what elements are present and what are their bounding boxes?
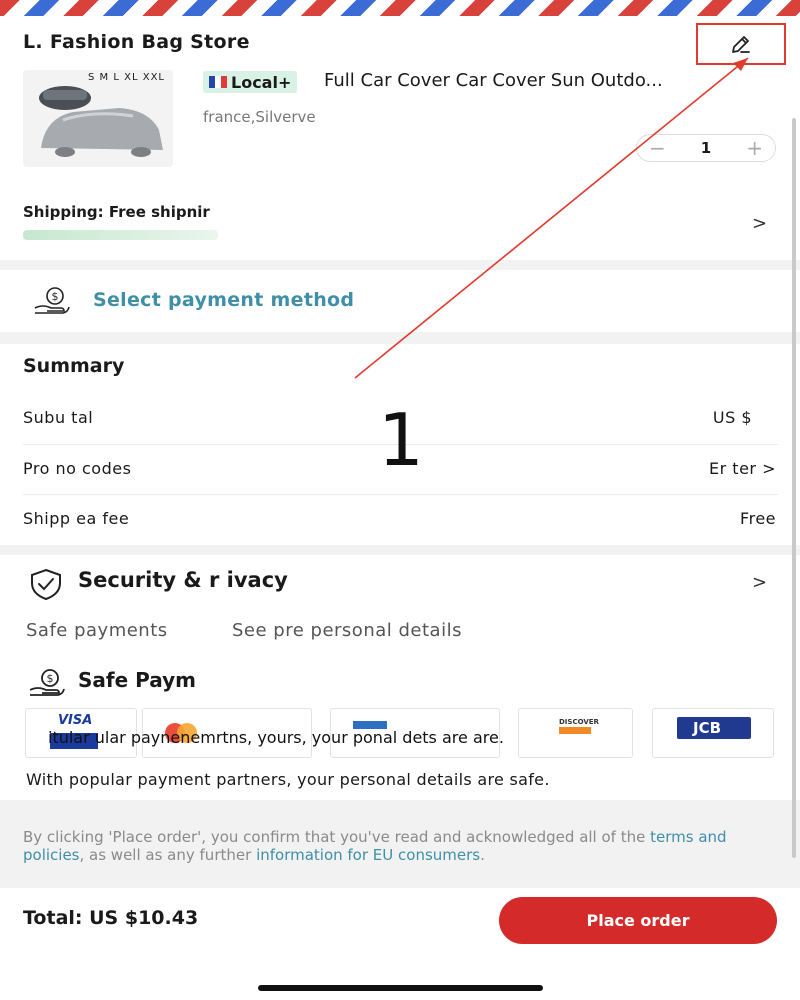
security-chevron-icon[interactable]: > — [752, 572, 768, 593]
home-indicator — [258, 985, 543, 991]
shipping-label[interactable]: Shipping: Free shipnir — [23, 203, 210, 221]
overlapping-partners-text: itular ular paynenemrtns, yours, your ponal dets are are. — [48, 728, 504, 747]
product-title[interactable]: Full Car Cover Car Cover Sun Outdo... — [324, 70, 663, 91]
eu-consumers-link[interactable]: information for EU consumers — [256, 846, 481, 864]
legal-suffix: . — [480, 846, 485, 864]
payment-partners-text: With popular payment partners, your personal details are safe. — [26, 770, 550, 789]
shipping-chevron-icon[interactable]: > — [752, 213, 768, 234]
jcb-label: JCB — [693, 719, 722, 737]
safe-payments-title: Safe Paym — [78, 668, 197, 692]
subtotal-label: Subu tal — [23, 408, 94, 427]
place-order-button[interactable]: Place order — [499, 897, 777, 944]
discover-stripe — [559, 727, 591, 734]
svg-text:$: $ — [51, 290, 59, 303]
terms-and-policies-link[interactable]: terms and policies — [23, 828, 727, 864]
product-variant[interactable]: france,Silverve — [203, 108, 316, 126]
select-payment-method-link[interactable]: Select payment method — [93, 289, 355, 311]
visa-label: VISA — [58, 713, 93, 728]
annotation-number: 1 — [378, 398, 424, 482]
decrease-quantity-button[interactable]: − — [649, 136, 666, 160]
order-total: Total: US $10.43 — [23, 907, 199, 929]
jcb-card-logo — [652, 708, 774, 758]
personal-details-text: See pre personal details — [232, 620, 462, 641]
badge-label: Local+ — [231, 72, 292, 92]
quantity-value: 1 — [700, 139, 712, 157]
promo-codes-enter[interactable]: Er ter > — [709, 459, 776, 478]
safe-payments-text: Safe payments — [26, 620, 168, 641]
store-name[interactable]: L. Fashion Bag Store — [23, 31, 250, 53]
summary-heading: Summary — [23, 355, 125, 377]
security-privacy-title[interactable]: Security & r ivacy — [78, 568, 288, 592]
promo-codes-label[interactable]: Pro no codes — [23, 459, 132, 478]
scrollbar[interactable] — [792, 118, 796, 858]
subtotal-value: US $ — [712, 408, 752, 427]
shipping-fee-label: Shipp ea fee — [23, 509, 130, 528]
size-labels: S M L XL XXL — [88, 72, 165, 83]
increase-quantity-button[interactable]: + — [746, 136, 763, 160]
svg-text:$: $ — [46, 672, 54, 685]
shipping-fee-value: Free — [740, 509, 776, 528]
shield-check-icon — [28, 568, 64, 604]
discover-label: DISCOVER — [559, 718, 599, 726]
legal-notice — [23, 828, 783, 864]
hand-coin-icon — [26, 668, 68, 702]
legal-prefix: By clicking 'Place order', you confirm that you've read and acknowledged all of the — [23, 828, 646, 846]
discover-card-logo — [518, 708, 633, 758]
legal-middle: , as well as any further — [79, 846, 252, 864]
